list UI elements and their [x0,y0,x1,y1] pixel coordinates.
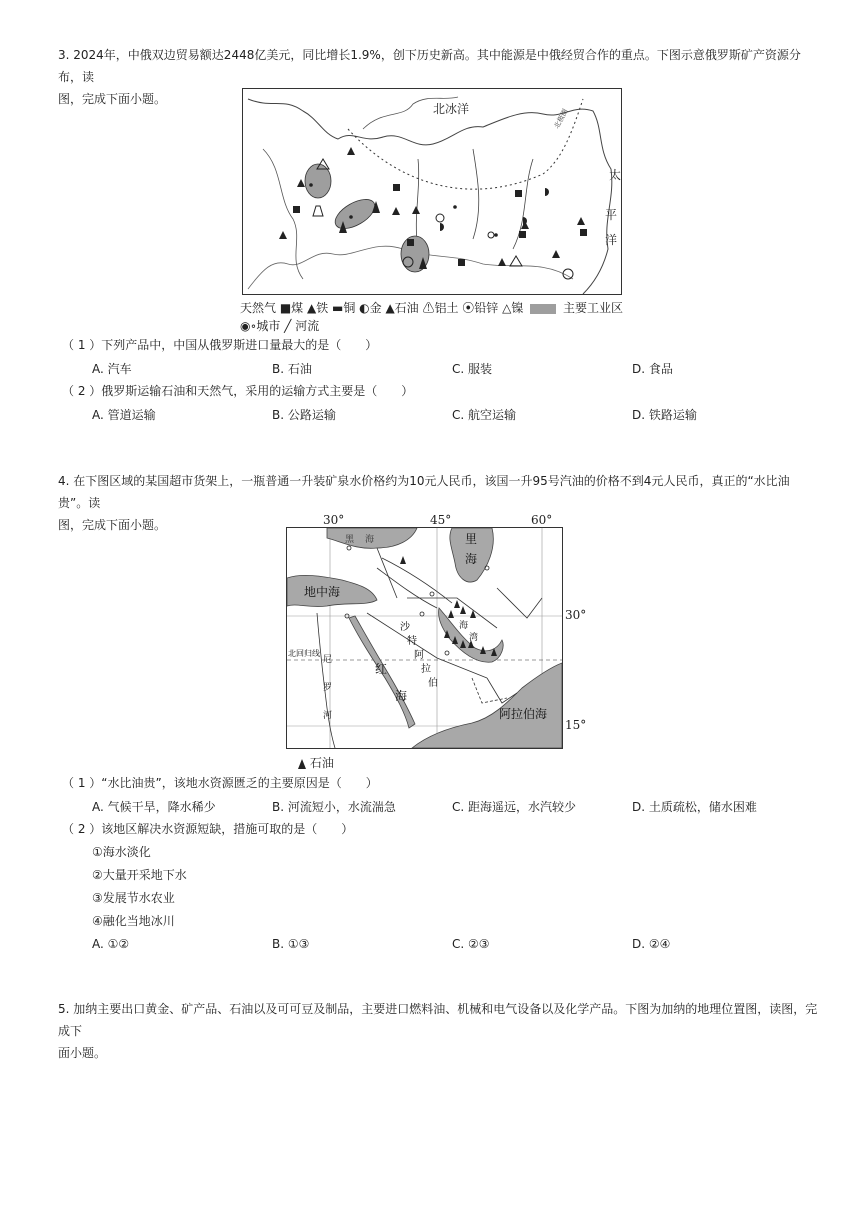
saudi-char-3: 阿 [414,650,424,661]
caspian-char-1: 里 [465,532,478,546]
black-sea-char-2: 海 [365,535,375,545]
q3-sub1-question: （ 1 ）下列产品中，中国从俄罗斯进口量最大的是（ ） [62,338,378,352]
q3-stem-line1: 3. 2024年，中俄双边贸易额达2448亿美元，同比增长1.9%，创下历史新高。其中能源是中俄经贸合作的重点。下图示意俄罗斯矿产资源分布，读 [58,48,801,84]
nile-char-3: 河 [323,711,333,721]
mediterranean-label: 地中海 [304,585,341,599]
caspian-char-2: 海 [465,552,478,566]
nile-char-1: 尼 [323,655,333,665]
q3-sub2-option-d[interactable]: D. 铁路运输 [632,408,697,422]
q3-sub2-option-a[interactable]: A. 管道运输 [92,408,156,422]
q4-sub2-option-b[interactable]: B. ①③ [272,937,310,951]
lat-label-15: 15° [565,718,587,732]
q4-sub1-option-d[interactable]: D. 土质疏松，储水困难 [632,800,757,814]
pacific-char-2: 平 [605,208,618,222]
q4-sub1-question: （ 1 ）“水比油贵”，该地水资源匮乏的主要原因是（ ） [62,776,378,790]
q4-sub2-option-a[interactable]: A. ①② [92,937,130,951]
q3-legend-line1 [240,300,623,316]
q3-sub1-option-d[interactable]: D. 食品 [632,362,673,376]
oil-icon [298,759,306,769]
q4-sub1-option-b[interactable]: B. 河流短小，水流湍急 [272,800,396,814]
middle-east-map [286,527,563,749]
q4-sub1-option-c[interactable]: C. 距海遥远，水汽较少 [452,800,577,814]
q3-stem-line2: 图，完成下面小题。 [58,92,167,106]
black-sea-char-1: 黑 [345,535,355,545]
q4-sub2-item-3: ③发展节水农业 [92,891,175,905]
pacific-char-1: 太 [609,168,621,182]
pacific-char-3: 洋 [605,233,618,247]
q4-sub2-item-2: ②大量开采地下水 [92,868,187,882]
q4-sub2-question: （ 2 ）该地区解决水资源短缺，措施可取的是（ ） [62,822,354,836]
q4-sub2-item-1: ①海水淡化 [92,845,151,859]
q3-legend-industrial: 主要工业区 [563,301,624,315]
q4-stem-line1: 4. 在下图区域的某国超市货架上，一瓶普通一升装矿泉水价格约为10元人民币，该国一升95号汽油的价格不到4元人民币，真正的“水比油贵”。读 [58,474,790,510]
q4-legend [298,755,334,771]
saudi-char-4: 拉 [421,664,431,675]
lon-label-45: 45° [430,513,452,527]
middle-east-map-svg [287,528,562,748]
q4-sub2-option-c[interactable]: C. ②③ [452,937,490,951]
russia-map-svg [243,89,621,294]
q3-sub1-option-a[interactable]: A. 汽车 [92,362,132,376]
tropic-label: 北回归线 [288,649,320,658]
q3-legend-symbols: 天然气 ■煤 ▲铁 ▬铜 ◐金 ▲石油 ⚠铝土 ⦿铅锌 △镍 [240,301,524,315]
industrial-zone-swatch [530,304,556,314]
q4-sub2-item-4: ④融化当地冰川 [92,914,175,928]
red-sea-char-2: 海 [395,689,408,703]
q5-stem [58,998,818,1064]
nile-char-2: 罗 [323,683,333,693]
arctic-ocean-label: 北冰洋 [433,102,470,116]
arctic-circle-label: 北极圈 [552,107,570,130]
lon-label-60: 60° [531,513,553,527]
q4-stem-line2: 图，完成下面小题。 [58,518,167,532]
saudi-char-1: 沙 [400,622,410,633]
q3-sub2-question: （ 2 ）俄罗斯运输石油和天然气，采用的运输方式主要是（ ） [62,384,414,398]
q3-legend-line2: ◉∘城市 ╱ 河流 [240,319,320,333]
q5-stem-line1: 5. 加纳主要出口黄金、矿产品、石油以及可可豆及制品，主要进口燃料油、机械和电气设备以及化学产品。下图为加纳的地理位置图，读图，完成下 [58,1002,818,1038]
lon-label-30: 30° [323,513,345,527]
gulf-char-1: 海 [459,621,469,631]
q4-sub2-option-d[interactable]: D. ②④ [632,937,671,951]
saudi-char-5: 伯 [428,678,438,689]
red-sea-char-1: 红 [375,662,388,676]
q4-legend-oil-label: 石油 [309,756,334,770]
q3-sub2-option-b[interactable]: B. 公路运输 [272,408,336,422]
lat-label-30: 30° [565,608,587,622]
arabian-sea-label: 阿拉伯海 [499,707,548,721]
q3-sub2-option-c[interactable]: C. 航空运输 [452,408,517,422]
russia-resource-map [242,88,622,295]
q3-sub1-option-b[interactable]: B. 石油 [272,362,312,376]
gulf-char-2: 湾 [469,633,479,643]
saudi-char-2: 特 [407,636,417,647]
q3-sub1-option-c[interactable]: C. 服装 [452,362,493,376]
q4-sub1-option-a[interactable]: A. 气候干旱，降水稀少 [92,800,216,814]
q5-stem-line2: 面小题。 [58,1046,107,1060]
